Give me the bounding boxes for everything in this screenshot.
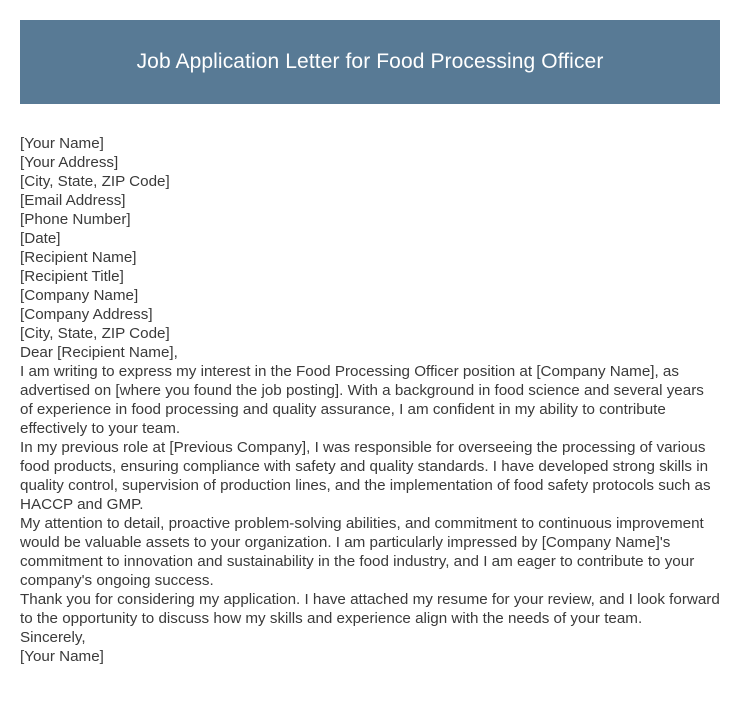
recipient-title: [Recipient Title] — [20, 268, 124, 285]
recipient-address: [Company Address] — [20, 306, 153, 323]
recipient-city-state-zip: [City, State, ZIP Code] — [20, 325, 170, 342]
paragraph-qualities: My attention to detail, proactive problem-solving abilities, and commitment to continuous improvement would be valuable assets to your organization. I am particularly impressed by [Company Name]'s commitment to innovation and sustainability in the food industry, and I am eager to contribute to your company's ongoing success. — [20, 515, 704, 589]
sender-name: [Your Name] — [20, 135, 104, 152]
sender-phone: [Phone Number] — [20, 211, 131, 228]
sender-city-state-zip: [City, State, ZIP Code] — [20, 173, 170, 190]
page-title: Job Application Letter for Food Processing Officer — [136, 50, 604, 73]
title-banner — [20, 20, 720, 104]
paragraph-experience: In my previous role at [Previous Company], I was responsible for overseeing the processing of various food products, ensuring compliance with safety and quality standards. I have developed strong skills in quality control, supervision of production lines, and the implementation of food safety protocols such as HACCP and GMP. — [20, 439, 711, 513]
recipient-name: [Recipient Name] — [20, 249, 137, 266]
paragraph-intro: I am writing to express my interest in the Food Processing Officer position at [Company Name], as advertised on [where you found the job posting]. With a background in food science and several years of experience in food processing and quality assurance, I am confident in my ability to contribute effectively to your team. — [20, 363, 704, 437]
signature-name: [Your Name] — [20, 648, 104, 665]
recipient-company: [Company Name] — [20, 287, 139, 304]
letter-date: [Date] — [20, 230, 61, 247]
sender-email: [Email Address] — [20, 192, 126, 209]
sender-address: [Your Address] — [20, 154, 119, 171]
salutation: Dear [Recipient Name], — [20, 344, 178, 361]
closing: Sincerely, — [20, 629, 86, 646]
letter-body — [20, 134, 720, 666]
paragraph-thanks: Thank you for considering my application. I have attached my resume for your review, and I look forward to the opportunity to discuss how my skills and experience align with the needs of your team. — [20, 591, 720, 627]
